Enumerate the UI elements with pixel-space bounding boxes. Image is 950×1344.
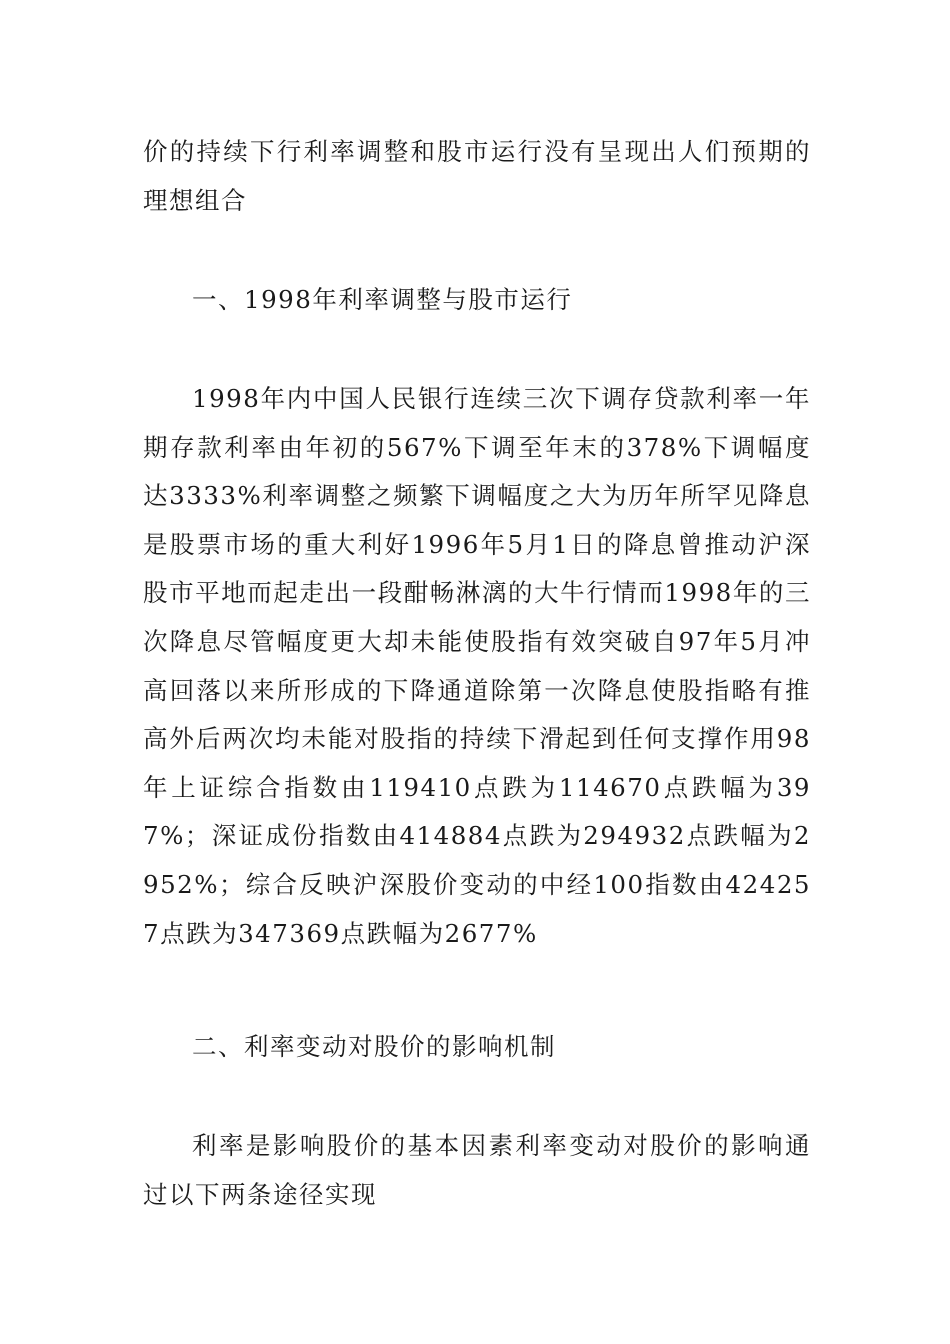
section-two-paragraph: 利率是影响股价的基本因素利率变动对股价的影响通过以下两条途径实现 (143, 1131, 811, 1209)
section-one-heading: 一、1998年利率调整与股市运行 (192, 285, 573, 314)
section-two-heading: 二、利率变动对股价的影响机制 (192, 1032, 556, 1061)
intro-paragraph: 价的持续下行利率调整和股市运行没有呈现出人们预期的理想组合 (143, 137, 811, 215)
section-one-paragraph: 1998年内中国人民银行连续三次下调存贷款利率一年期存款利率由年初的567%下调至年末的378%下调幅度达3333%利率调整之频繁下调幅度之大为历年所罕见降息是股票市场的重大利好1996年5月1日的降息曾推动沪深股市平地而起走出一段酣畅淋漓的大牛行情而1998年的三次降息尽管幅度更大却未能使股指有效突破自97年5月冲高回落以来所形成的下降通道除第一次降息使股指略有推高外后两次均未能对股指的持续下滑起到任何支撑作用98年上证综合指数由119410点跌为114670点跌幅为397%；深证成份指数由414884点跌为294932点跌幅为2952%；综合反映沪深股价变动的中经100指数由424257点跌为347369点跌幅为2677% (143, 384, 811, 948)
